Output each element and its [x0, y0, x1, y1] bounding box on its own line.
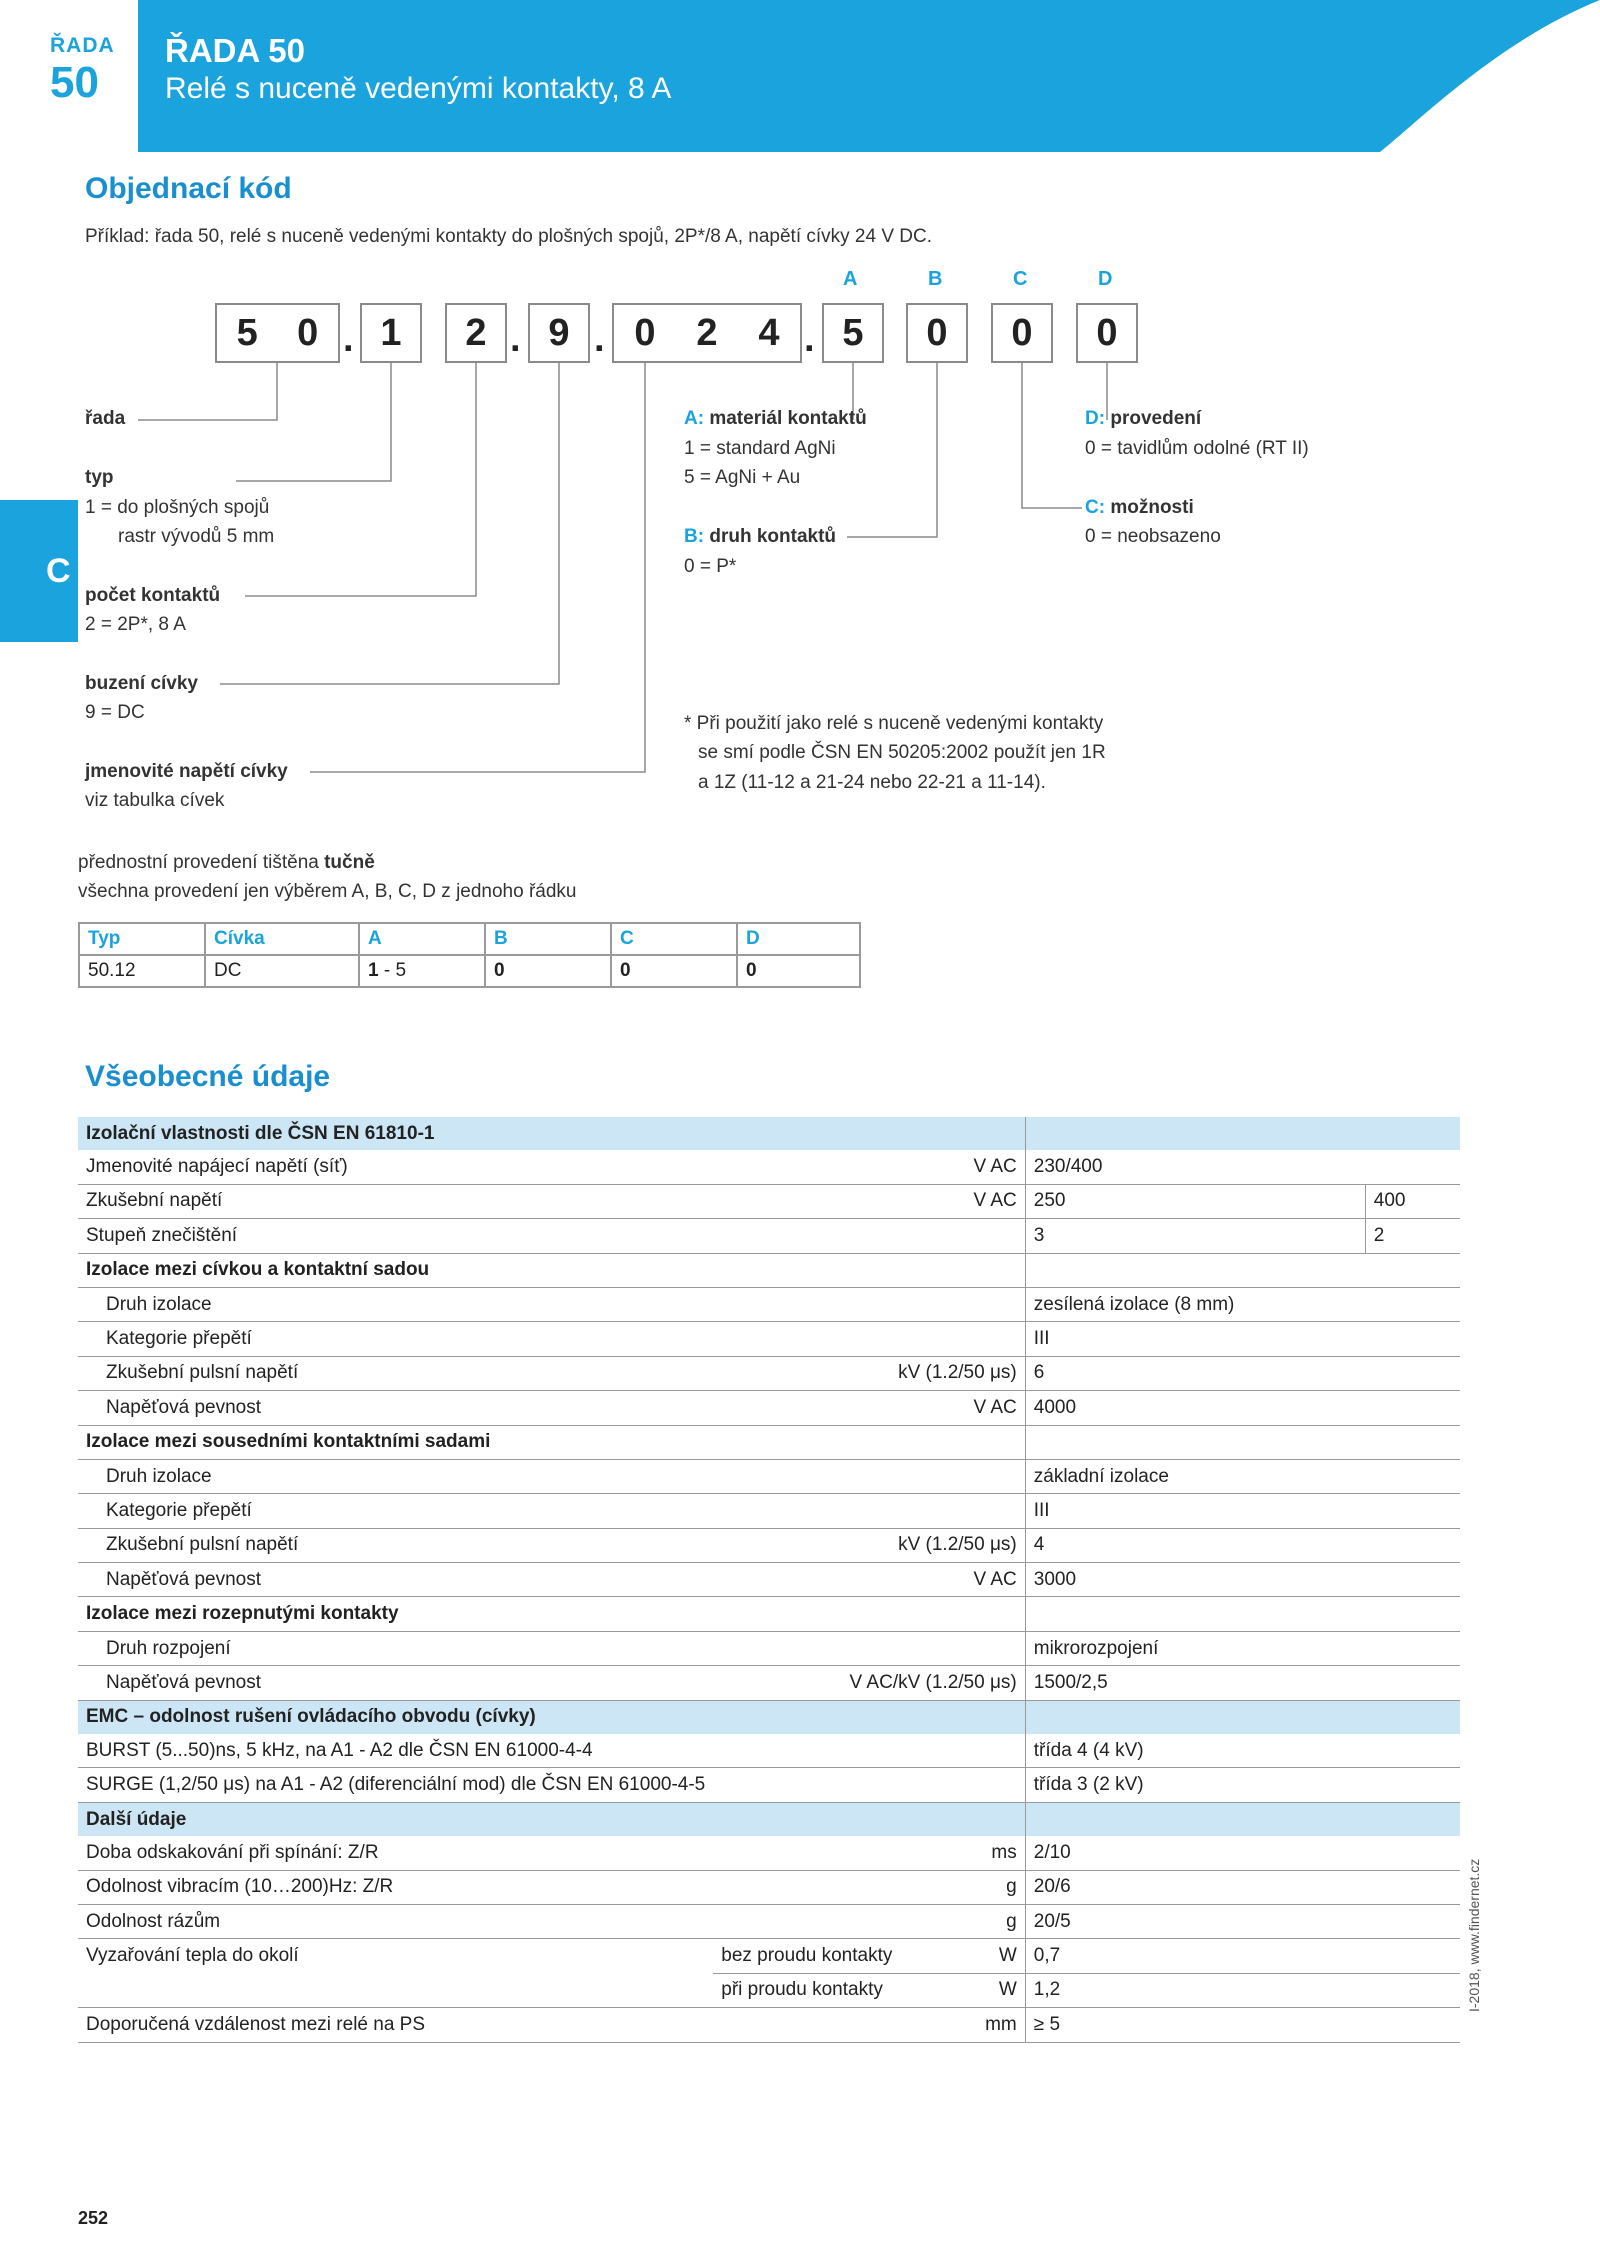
- spec-value: mikrorozpojení: [1025, 1631, 1460, 1665]
- spec-value: 3000: [1025, 1563, 1460, 1597]
- spec-value: 0,7: [1025, 1939, 1460, 1973]
- spec-unit: g: [713, 1870, 1025, 1904]
- note-line-2: se smí podle ČSN EN 50205:2002 použít jen 1R: [698, 742, 1106, 763]
- spec-value: základní izolace: [1025, 1459, 1460, 1493]
- label-a-title: materiál kontaktů: [709, 408, 867, 429]
- label-jmen: jmenovité napětí cívky: [85, 761, 288, 782]
- spec-section-label: Izolace mezi rozepnutými kontakty: [78, 1597, 1025, 1631]
- label-a-5: 5 = AgNi + Au: [684, 467, 801, 488]
- spec-label: Jmenovité napájecí napětí (síť): [78, 1150, 713, 1184]
- order-th-c: C: [611, 923, 737, 955]
- spec-row: [78, 1631, 1460, 1665]
- spec-value: 1500/2,5: [1025, 1666, 1460, 1700]
- order-td-c: 0: [611, 955, 737, 987]
- label-c: [1085, 497, 1194, 519]
- spec-label: Odolnost vibracím (10…200)Hz: Z/R: [78, 1870, 713, 1904]
- code-dot: .: [343, 318, 354, 360]
- code-digit: 0: [926, 311, 948, 354]
- label-d-key: D:: [1085, 408, 1106, 429]
- spec-value: 3: [1025, 1219, 1365, 1253]
- spec-row: [78, 1459, 1460, 1493]
- label-typ: typ: [85, 467, 114, 488]
- spec-value-2: 2: [1365, 1219, 1460, 1253]
- note-line-1: * Při použití jako relé s nuceně vedenými kontakty: [684, 713, 1104, 734]
- spec-unit: V AC: [713, 1150, 1025, 1184]
- code-digit: 5: [236, 311, 258, 354]
- spec-row: [78, 1528, 1460, 1562]
- spec-row: [78, 1666, 1460, 1700]
- spec-value: III: [1025, 1322, 1460, 1356]
- code-dot: .: [510, 318, 521, 360]
- order-th-d: D: [737, 923, 860, 955]
- spec-label: [78, 1973, 713, 2007]
- label-d-title: provedení: [1110, 408, 1202, 429]
- spec-value: 230/400: [1025, 1150, 1460, 1184]
- preferred-note: [78, 852, 375, 874]
- spec-row: [78, 1184, 1460, 1218]
- spec-row: [78, 1870, 1460, 1904]
- order-td-a: [359, 955, 485, 987]
- spec-label: Druh izolace: [78, 1287, 713, 1321]
- spec-row: [78, 1768, 1460, 1802]
- spec-value: 4000: [1025, 1391, 1460, 1425]
- spec-unit: V AC/kV (1.2/50 μs): [713, 1666, 1025, 1700]
- spec-label: BURST (5...50)ns, 5 kHz, na A1 - A2 dle ČSN EN 61000-4-4: [78, 1734, 713, 1768]
- order-th-b: B: [485, 923, 611, 955]
- order-table: [78, 922, 861, 988]
- spec-label: Stupeň znečištění: [78, 1219, 713, 1253]
- spec-label: Zkušební pulsní napětí: [78, 1356, 713, 1390]
- spec-section-label: Izolace mezi cívkou a kontaktní sadou: [78, 1253, 1025, 1287]
- label-typ-1: 1 = do plošných spojů: [85, 497, 270, 518]
- letter-b: B: [928, 268, 943, 290]
- spec-value: 2/10: [1025, 1836, 1460, 1870]
- spec-row: [78, 1597, 1460, 1631]
- series-small-label: ŘADA: [50, 34, 115, 57]
- preferred-note-bold: tučně: [324, 852, 375, 873]
- label-a-1: 1 = standard AgNi: [684, 438, 836, 459]
- spec-row: [78, 1391, 1460, 1425]
- spec-row: [78, 1117, 1460, 1150]
- spec-row: [78, 1356, 1460, 1390]
- code-digit: 0: [634, 311, 656, 354]
- spec-sub-unit: [713, 1973, 1025, 2007]
- order-td-typ: 50.12: [79, 955, 205, 987]
- order-table-header: [79, 923, 860, 955]
- letter-a: A: [843, 268, 858, 290]
- spec-sub-label: při proudu kontakty: [721, 1979, 883, 2001]
- page-number: 252: [78, 2208, 109, 2228]
- spec-label: Kategorie přepětí: [78, 1494, 713, 1528]
- spec-label: Doporučená vzdálenost mezi relé na PS: [78, 2008, 713, 2042]
- spec-unit: ms: [713, 1836, 1025, 1870]
- general-heading: Všeobecné údaje: [85, 1060, 331, 1093]
- spec-value: 250: [1025, 1184, 1365, 1218]
- spec-value: 6: [1025, 1356, 1460, 1390]
- spec-section-label: Izolace mezi sousedními kontaktními sadami: [78, 1425, 1025, 1459]
- label-typ-1b: rastr vývodů 5 mm: [118, 526, 275, 547]
- spec-unit: mm: [713, 2008, 1025, 2042]
- spec-unit: kV (1.2/50 μs): [713, 1356, 1025, 1390]
- label-c-0: 0 = neobsazeno: [1085, 526, 1221, 547]
- spec-sub-label: bez proudu kontakty: [721, 1945, 893, 1967]
- spec-value: III: [1025, 1494, 1460, 1528]
- spec-section-empty: [1025, 1425, 1460, 1459]
- spec-section-label: Izolační vlastnosti dle ČSN EN 61810-1: [78, 1117, 1025, 1150]
- order-th-civka: Cívka: [205, 923, 359, 955]
- spec-unit: [713, 1219, 1025, 1253]
- order-heading: Objednací kód: [85, 172, 292, 205]
- series-number: 50: [50, 58, 99, 107]
- code-digit: 2: [696, 311, 718, 354]
- code-digit: 0: [1011, 311, 1033, 354]
- code-dot: .: [594, 318, 605, 360]
- spec-section-empty: [1025, 1597, 1460, 1631]
- spec-value: 20/6: [1025, 1870, 1460, 1904]
- code-digit: 0: [1096, 311, 1118, 354]
- label-b: [684, 526, 836, 548]
- spec-row: [78, 1425, 1460, 1459]
- spec-value: zesílená izolace (8 mm): [1025, 1287, 1460, 1321]
- spec-label: Druh rozpojení: [78, 1631, 713, 1665]
- spec-section-empty: [1025, 1253, 1460, 1287]
- spec-unit: [713, 1768, 1025, 1802]
- label-d-0: 0 = tavidlům odolné (RT II): [1085, 438, 1309, 459]
- spec-label: Odolnost rázům: [78, 1904, 713, 1938]
- spec-unit: g: [713, 1904, 1025, 1938]
- spec-row: [78, 1494, 1460, 1528]
- spec-row: [78, 1150, 1460, 1184]
- spec-label: SURGE (1,2/50 μs) na A1 - A2 (diferenciální mod) dle ČSN EN 61000-4-5: [78, 1768, 713, 1802]
- spec-value: 1,2: [1025, 1973, 1460, 2007]
- label-d: [1085, 408, 1201, 430]
- side-tab-label: C: [46, 552, 71, 590]
- spec-section-empty: [1025, 1700, 1460, 1734]
- spec-value-2: 400: [1365, 1184, 1460, 1218]
- spec-section-empty: [1025, 1802, 1460, 1836]
- spec-value: třída 4 (4 kV): [1025, 1734, 1460, 1768]
- label-b-0: 0 = P*: [684, 556, 737, 577]
- spec-value: 4: [1025, 1528, 1460, 1562]
- spec-row: [78, 1219, 1460, 1253]
- spec-label: Zkušební pulsní napětí: [78, 1528, 713, 1562]
- code-digit: 9: [548, 311, 570, 354]
- spec-unit: V AC: [713, 1391, 1025, 1425]
- spec-value: ≥ 5: [1025, 2008, 1460, 2042]
- label-jmen-v: viz tabulka cívek: [85, 790, 225, 811]
- spec-unit: W: [998, 1945, 1017, 1967]
- spec-unit: [713, 1734, 1025, 1768]
- spec-row: [78, 1973, 1460, 2007]
- order-table-row: [79, 955, 860, 987]
- label-buzeni-v: 9 = DC: [85, 702, 145, 723]
- page-subtitle: Relé s nuceně vedenými kontakty, 8 A: [165, 72, 672, 105]
- spec-unit: [713, 1494, 1025, 1528]
- spec-row: [78, 1904, 1460, 1938]
- label-pocet: počet kontaktů: [85, 585, 221, 606]
- order-th-typ: Typ: [79, 923, 205, 955]
- label-c-title: možnosti: [1110, 497, 1194, 518]
- spec-row: [78, 1253, 1460, 1287]
- code-digit: 5: [842, 311, 864, 354]
- spec-label: Druh izolace: [78, 1459, 713, 1493]
- code-digit: 0: [297, 311, 319, 354]
- finder-logo-text: finder: [1282, 62, 1411, 111]
- spec-section-label: Další údaje: [78, 1802, 1025, 1836]
- spec-unit: [713, 1631, 1025, 1665]
- label-rada: řada: [85, 408, 126, 429]
- letter-c: C: [1013, 268, 1028, 290]
- code-digit: 1: [380, 311, 402, 354]
- preferred-note-text: přednostní provedení tištěna: [78, 852, 325, 873]
- spec-label: Zkušební napětí: [78, 1184, 713, 1218]
- spec-section-label: EMC – odolnost rušení ovládacího obvodu (cívky): [78, 1700, 1025, 1734]
- spec-table: [78, 1117, 1460, 2043]
- code-digit: 2: [465, 311, 487, 354]
- spec-label: Napěťová pevnost: [78, 1563, 713, 1597]
- letter-d: D: [1098, 268, 1113, 290]
- label-pocet-v: 2 = 2P*, 8 A: [85, 614, 186, 635]
- order-td-d: 0: [737, 955, 860, 987]
- spec-unit: V AC: [713, 1184, 1025, 1218]
- spec-unit: kV (1.2/50 μs): [713, 1528, 1025, 1562]
- spec-row: [78, 1802, 1460, 1836]
- selection-note: všechna provedení jen výběrem A, B, C, D z jednoho řádku: [78, 881, 577, 902]
- order-td-b: 0: [485, 955, 611, 987]
- order-td-civka: DC: [205, 955, 359, 987]
- spec-sub-unit: [713, 1939, 1025, 1973]
- code-connector-lines: [0, 0, 1600, 800]
- spec-row: [78, 1734, 1460, 1768]
- spec-unit: [713, 1322, 1025, 1356]
- order-td-a-bold: 1: [368, 960, 379, 981]
- spec-unit: W: [998, 1979, 1017, 2001]
- code-dot: .: [804, 318, 815, 360]
- note-line-3: a 1Z (11-12 a 21-24 nebo 22-21 a 11-14).: [698, 772, 1046, 793]
- spec-section-empty: [1025, 1117, 1460, 1150]
- spec-unit: V AC: [713, 1563, 1025, 1597]
- spec-label: Napěťová pevnost: [78, 1391, 713, 1425]
- label-c-key: C:: [1085, 497, 1106, 518]
- spec-row: [78, 1322, 1460, 1356]
- spec-row: [78, 1563, 1460, 1597]
- label-b-key: B:: [684, 526, 705, 547]
- spec-label: Kategorie přepětí: [78, 1322, 713, 1356]
- spec-row: [78, 2008, 1460, 2042]
- label-a-key: A:: [684, 408, 705, 429]
- order-td-a-rest: - 5: [378, 960, 407, 981]
- spec-unit: [713, 1459, 1025, 1493]
- spec-label: Doba odskakování při spínání: Z/R: [78, 1836, 713, 1870]
- page-title: ŘADA 50: [165, 32, 305, 69]
- spec-row: [78, 1700, 1460, 1734]
- spec-label: Napěťová pevnost: [78, 1666, 713, 1700]
- spec-unit: [713, 1287, 1025, 1321]
- order-th-a: A: [359, 923, 485, 955]
- spec-row: [78, 1836, 1460, 1870]
- spec-row: [78, 1939, 1460, 1973]
- order-example: Příklad: řada 50, relé s nuceně vedenými kontakty do plošných spojů, 2P*/8 A, napětí cívky 24 V DC.: [85, 226, 933, 247]
- spec-value: třída 3 (2 kV): [1025, 1768, 1460, 1802]
- spec-row: [78, 1287, 1460, 1321]
- label-b-title: druh kontaktů: [709, 526, 837, 547]
- label-buzeni: buzení cívky: [85, 673, 198, 694]
- code-digit: 4: [758, 311, 780, 354]
- spec-value: 20/5: [1025, 1904, 1460, 1938]
- label-a: [684, 408, 867, 430]
- spec-label: Vyzařování tepla do okolí: [86, 1945, 299, 1967]
- vertical-footer: I-2018, www.findernet.cz: [1466, 1858, 1482, 2012]
